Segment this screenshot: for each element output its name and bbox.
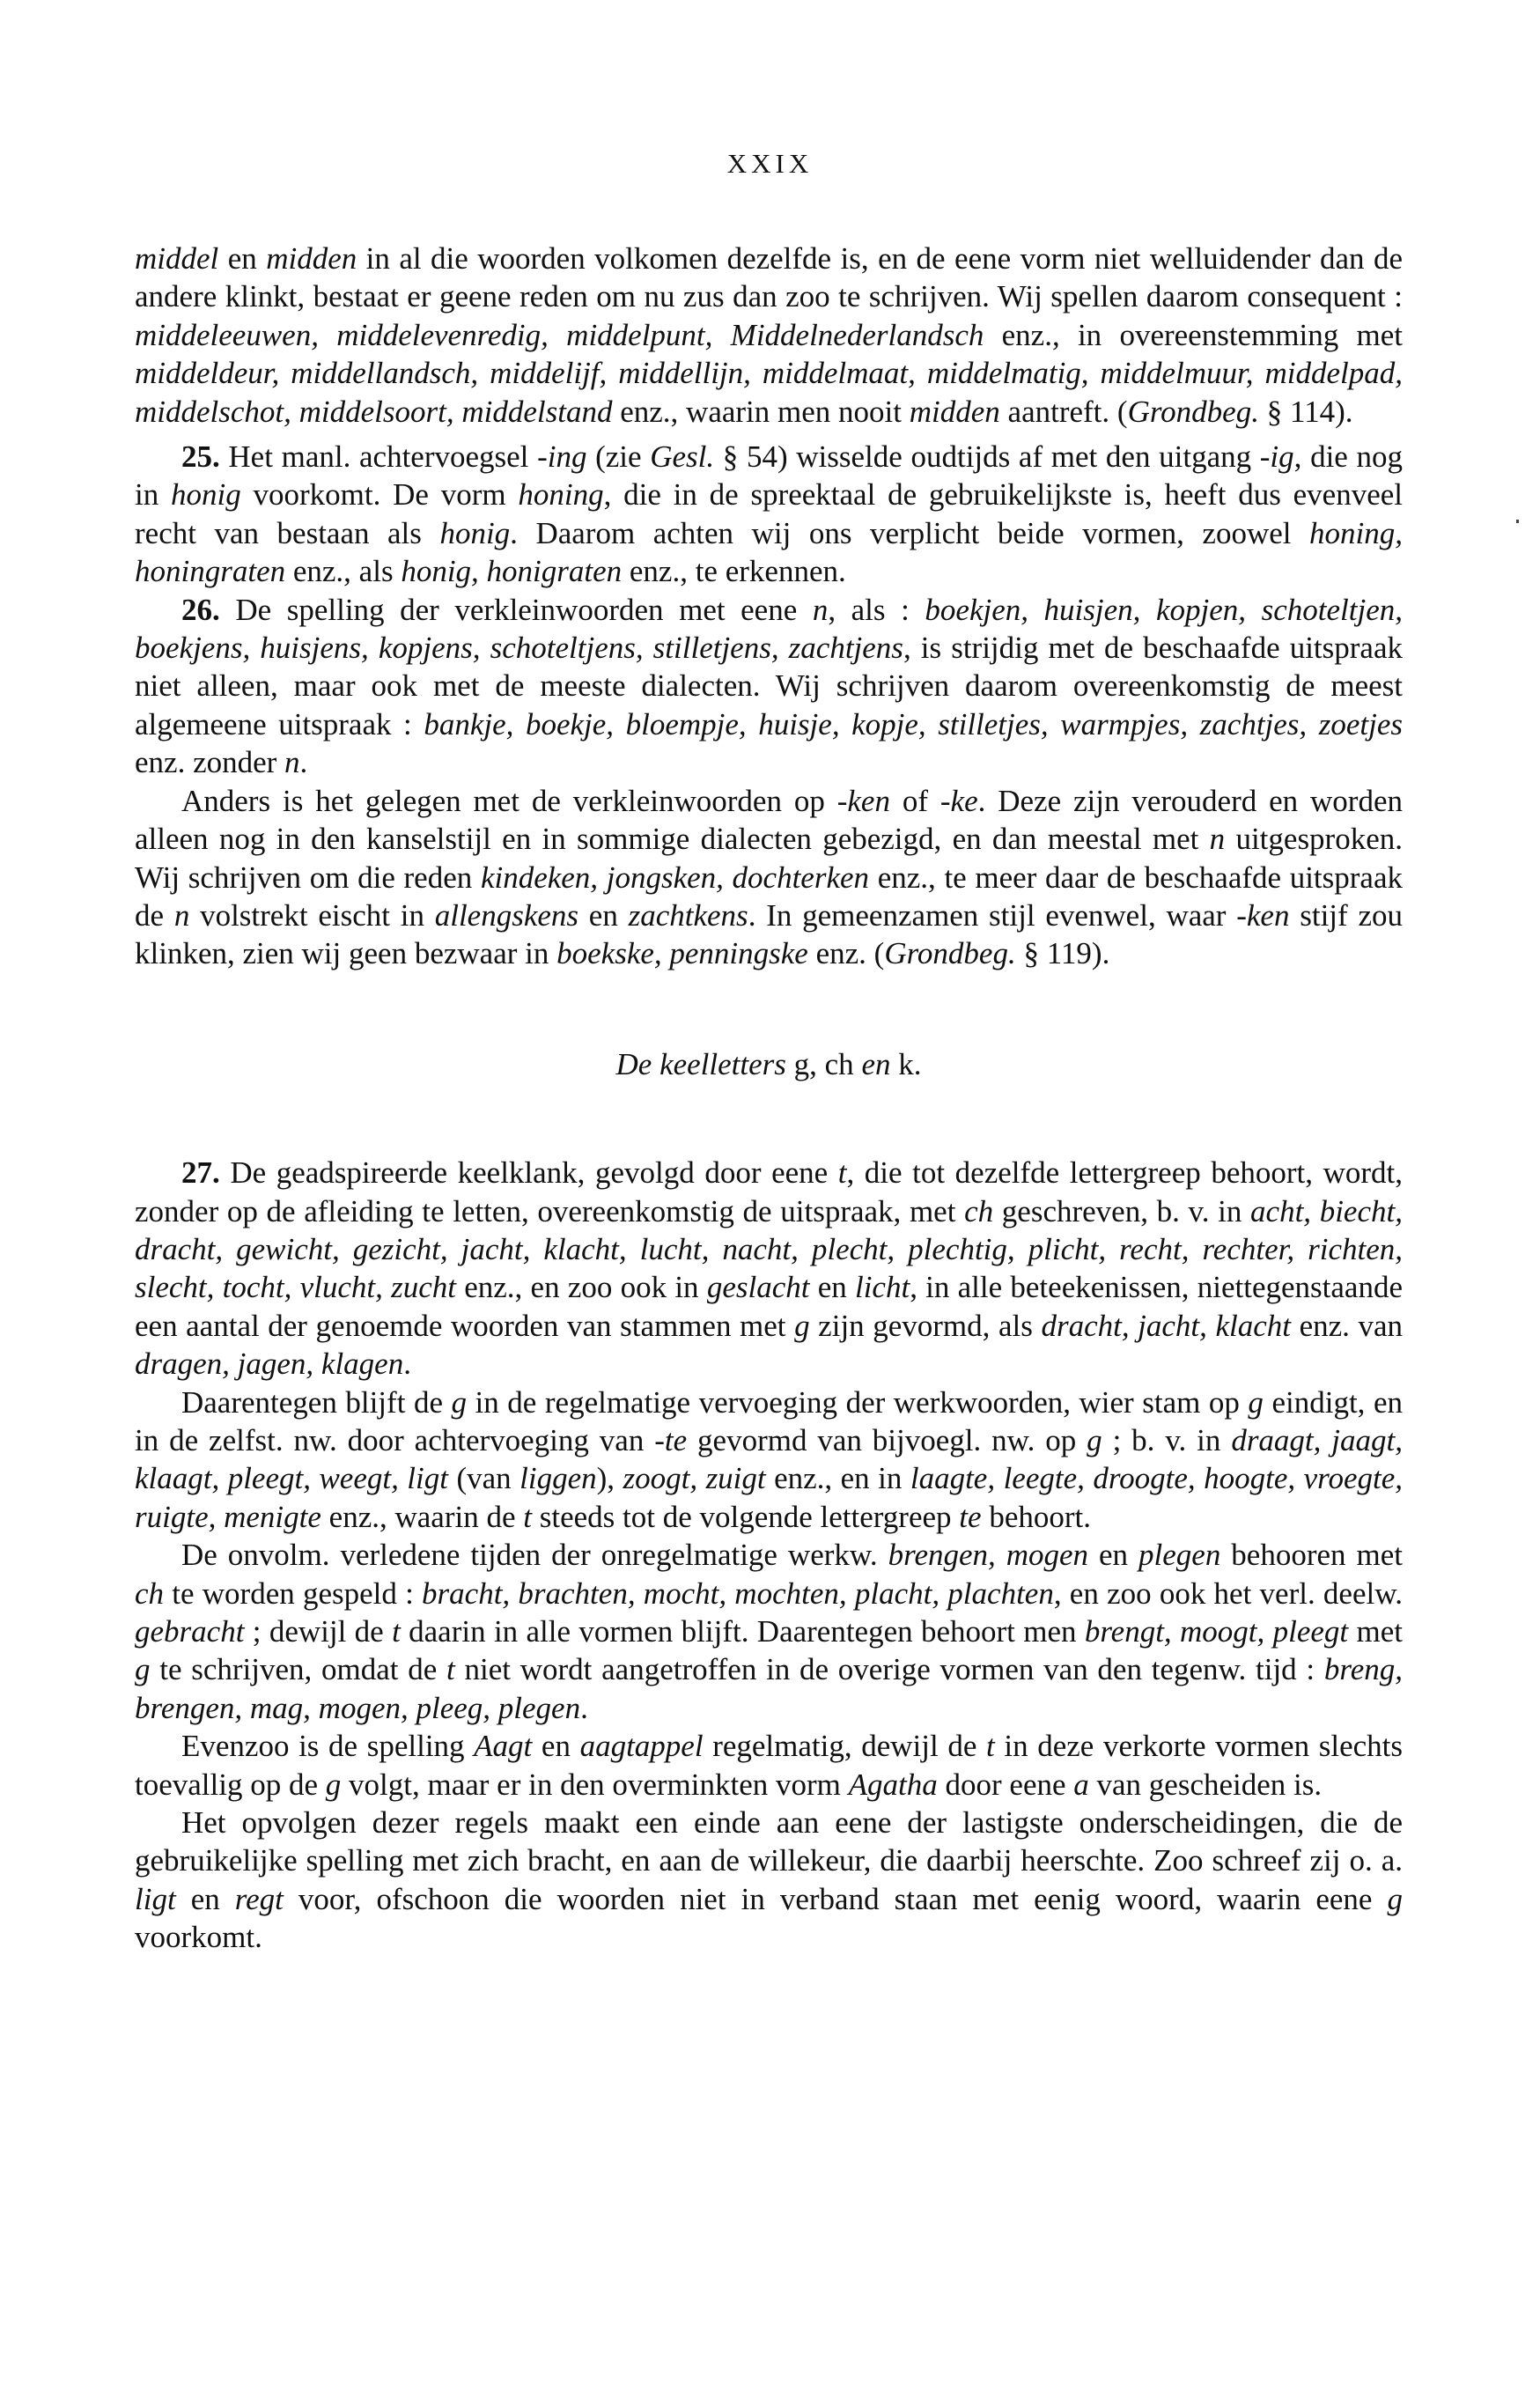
heading-en: en: [861, 1046, 891, 1081]
heading-letter-k: k.: [898, 1046, 922, 1081]
section-heading: De keelletters g, ch en k.: [615, 1046, 922, 1081]
body-text: [135, 240, 1403, 1957]
scan-speck: [1516, 520, 1519, 523]
page-number: XXIX: [726, 148, 814, 179]
paragraph-middel: middel en midden in al die woorden volkomen dezelfde is, en de eene vorm niet welluidender dan de andere klinkt, bestaat er geene reden om nu zus dan zoo te schrijven. Wij spellen daarom consequent : middeleeuwen, middelevenredig, middelpunt, Middelnederlandsch enz., in overeenstemming met middeldeur, middellandsch, middelijf, middellijn, middelmaat, middelmatig, middelmuur, middelpad, middelschot, middelsoort, middelstand enz., waarin men nooit midden aantreft. (Grondbeg. § 114).: [135, 241, 1403, 429]
paragraph-daarentegen: Daarentegen blijft de g in de regelmatige vervoeging der werkwoorden, wier stam op g eindigt, en in de zelfst. nw. door achtervoeging van -te gevormd van bijvoegl. nw. op g ; b. v. in draagt, jaagt, klaagt, pleegt, weegt, ligt (van liggen), zoogt, zuigt enz., en in laagte, leegte, droogte, hoogte, vroegte, ruigte, menigte enz., waarin de t steeds tot de volgende lettergreep te behoort.: [135, 1384, 1404, 1534]
paragraph-onvolm: De onvolm. verledene tijden der onregelmatige werkw. brengen, mogen en plegen behooren met ch te worden gespeld : bracht, brachten, mocht, mochten, placht, plachten, en zoo ook het verl. deelw. gebracht ; dewijl de t daarin in alle vormen blijft. Daarentegen behoort men brengt, moogt, pleegt met g te schrijven, omdat de t niet wordt aangetroffen in de overige vormen van den tegenw. tijd : breng, brengen, mag, mogen, pleeg, plegen.: [135, 1538, 1403, 1725]
paragraph-27: 27. De geadspireerde keelklank, gevolgd door eene t, die tot dezelfde lettergreep behoort, wordt, zonder op de afleiding te letten, overeenkomstig de uitspraak, met ch geschreven, b. v. in acht, biecht, dracht, gewicht, gezicht, jacht, klacht, lucht, nacht, plecht, plechtig, plicht, recht, rechter, richten, slecht, tocht, vlucht, zucht enz., en zoo ook in geslacht en licht, in alle beteekenissen, niettegenstaande een aantal der genoemde woorden van stammen met g zijn gevormd, als dracht, jacht, klacht enz. van dragen, jagen, klagen.: [135, 1155, 1404, 1382]
paragraph-25: 25. Het manl. achtervoegsel -ing (zie Gesl. § 54) wisselde oudtijds af met den uitgang -ig, die nog in honig voorkomt. De vorm honing, die in de spreektaal de gebruikelijkste is, heeft dus evenveel recht van bestaan als honig. Daarom achten wij ons verplicht beide vormen, zoowel honing, honingraten enz., als honig, honigraten enz., te erkennen.: [135, 439, 1403, 589]
heading-letter-ch: ch: [824, 1046, 854, 1081]
paragraph-evenzoo: Evenzoo is de spelling Aagt en aagtappel regelmatig, dewijl de t in deze verkorte vormen slechts toevallig op de g volgt, maar er in den overminkten vorm Agatha door eene a van gescheiden is.: [135, 1729, 1403, 1802]
heading-letter-g: g: [793, 1046, 810, 1081]
paragraph-26: 26. De spelling der verkleinwoorden met eene n, als : boekjen, huisjen, kopjen, schoteltjen, boekjens, huisjens, kopjens, schoteltjens, stilletjens, zachtjens, is strijdig met de beschaafde uitspraak niet alleen, maar ook met de meeste dialecten. Wij schrijven daarom overeenkomstig de meest algemeene uitspraak : bankje, boekje, bloempje, huisje, kopje, stilletjes, warmpjes, zachtjes, zoetjes enz. zonder n.: [135, 592, 1403, 780]
paragraph-ken: Anders is het gelegen met de verkleinwoorden op -ken of -ke. Deze zijn verouderd en worden alleen nog in den kanselstijl en in sommige dialecten gebezigd, en dan meestal met n uitgesproken. Wij schrijven om die reden kindeken, jongsken, dochterken enz., te meer daar de beschaafde uitspraak de n volstrekt eischt in allengskens en zachtkens. In gemeenzamen stijl evenwel, waar -ken stijf zou klinken, zien wij geen bezwaar in boekske, penningske enz. (Grondbeg. § 119).: [135, 783, 1404, 971]
paragraph-het-opvolgen: Het opvolgen dezer regels maakt een einde aan eene der lastigste onderscheidingen, die de gebruikelijke spelling met zich bracht, en aan de willekeur, die daarbij heerschte. Zoo schreef zij o. a. ligt en regt voor, ofschoon die woorden niet in verband staan met eenig woord, waarin eene g voorkomt.: [135, 1805, 1403, 1955]
heading-title: De keelletters: [615, 1046, 786, 1081]
